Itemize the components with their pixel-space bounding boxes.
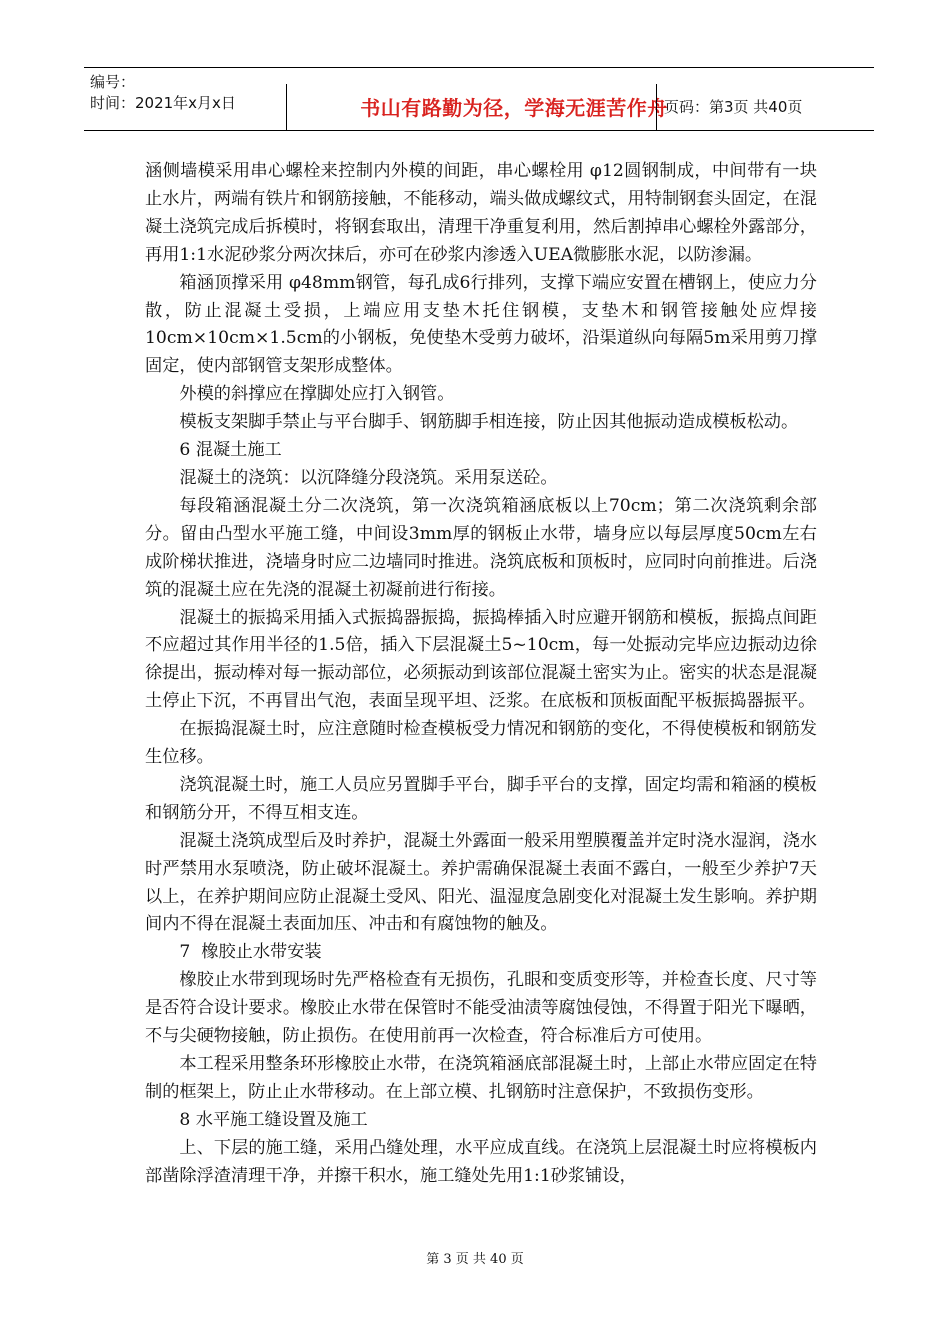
paragraph: 外模的斜撑应在撑脚处应打入钢管。 — [179, 384, 455, 405]
header-divider — [656, 84, 657, 130]
paragraph: 浇筑混凝土时，施工人员应另置脚手平台，脚手平台的支撑，固定均需和箱涵的模板和钢筋分开，不得互相支连。 — [145, 774, 817, 823]
page-footer: 第 3 页 共 40 页 — [426, 1252, 524, 1267]
paragraph: 每段箱涵混凝土分二次浇筑，第一次浇筑箱涵底板以上70cm；第二次浇筑剩余部分。留由凸型水平施工缝，中间设3mm厚的钢板止水带，墙身应以每层厚度50cm左右成阶梯状推进，浇墙身时应二边墙同时推进。浇筑底板和顶板时，应同时向前推进。后浇筑的混凝土应在先浇的混凝土初凝前进行衔接。 — [145, 495, 817, 600]
header-divider — [286, 84, 287, 130]
paragraph: 模板支架脚手禁止与平台脚手、钢筋脚手相连接，防止因其他振动造成模板松动。 — [179, 412, 799, 433]
document-body — [145, 158, 817, 1191]
time-label: 时间：2021年x月x日 — [90, 94, 236, 112]
paragraph: 混凝土的浇筑：以沉降缝分段浇筑。采用泵送砼。 — [179, 467, 558, 488]
section-heading: 7 橡胶止水带安装 — [179, 942, 322, 963]
paragraph: 在振捣混凝土时，应注意随时检查模板受力情况和钢筋的变化，不得使模板和钢筋发生位移。 — [145, 719, 817, 768]
header-meta — [90, 72, 280, 114]
paragraph: 混凝土的振捣采用插入式振捣器振捣，振捣棒插入时应避开钢筋和模板，振捣点间距不应超过其作用半径的1.5倍，插入下层混凝土5~10cm，每一处振动完毕应边振动边徐徐提出，振动棒对每一振动部位，必须振动到该部位混凝土密实为止。密实的状态是混凝土停止下沉，不再冒出气泡，表面呈现平坦、泛浆。在底板和顶板面配平板振捣器振平。 — [145, 607, 817, 712]
section-heading: 6 混凝土施工 — [179, 440, 282, 461]
page-header — [84, 67, 874, 131]
paragraph: 混凝土浇筑成型后及时养护，混凝土外露面一般采用塑膜覆盖并定时浇水湿润，浇水时严禁用水泵喷浇，防止破坏混凝土。养护需确保混凝土表面不露白，一般至少养护7天以上，在养护期间应防止混凝土受风、阳光、温湿度急剧变化对混凝土发生影响。养护期间内不得在混凝土表面加压、冲击和有腐蚀物的触及。 — [145, 830, 817, 935]
paragraph: 上、下层的施工缝，采用凸缝处理，水平应成直线。在浇筑上层混凝土时应将模板内部凿除浮渣清理干净，并擦干积水，施工缝处先用1:1砂浆铺设， — [145, 1137, 817, 1186]
section-heading: 8 水平施工缝设置及施工 — [179, 1109, 368, 1130]
code-label: 编号： — [90, 73, 136, 91]
header-motto: 书山有路勤为径，学海无涯苦作舟 — [360, 96, 668, 120]
paragraph: 橡胶止水带到现场时先严格检查有无损伤，孔眼和变质变形等，并检查长度、尺寸等是否符合设计要求。橡胶止水带在保管时不能受油渍等腐蚀侵蚀，不得置于阳光下曝晒，不与尖硬物接触，防止损伤。在使用前再一次检查，符合标准后方可使用。 — [145, 970, 817, 1047]
paragraph: 涵侧墙模采用串心螺栓来控制内外模的间距，串心螺栓用 φ12圆钢制成，中间带有一块止水片，两端有铁片和钢筋接触，不能移动，端头做成螺纹式，用特制钢套头固定，在混凝土浇筑完成后拆模时，将钢套取出，清理干净重复利用，然后割掉串心螺栓外露部分，再用1:1水泥砂浆分两次抹后，亦可在砂浆内渗透入UEA微膨胀水泥，以防渗漏。 — [145, 161, 817, 265]
paragraph: 本工程采用整条环形橡胶止水带，在浇筑箱涵底部混凝土时，上部止水带应固定在特制的框架上，防止止水带移动。在上部立模、扎钢筋时注意保护，不致损伤变形。 — [145, 1054, 817, 1102]
header-page-info: 页码：第3页 共40页 — [664, 98, 803, 116]
paragraph: 箱涵顶撑采用 φ48mm钢管，每孔成6行排列，支撑下端应安置在槽钢上，使应力分散，防止混凝土受损，上端应用支垫木托住钢模，支垫木和钢管接触处应焊接10cm×10cm×1.5cm的小钢板，免使垫木受剪力破坏，沿渠道纵向每隔5m采用剪刀撑固定，使内部钢管支架形成整体。 — [145, 272, 817, 377]
